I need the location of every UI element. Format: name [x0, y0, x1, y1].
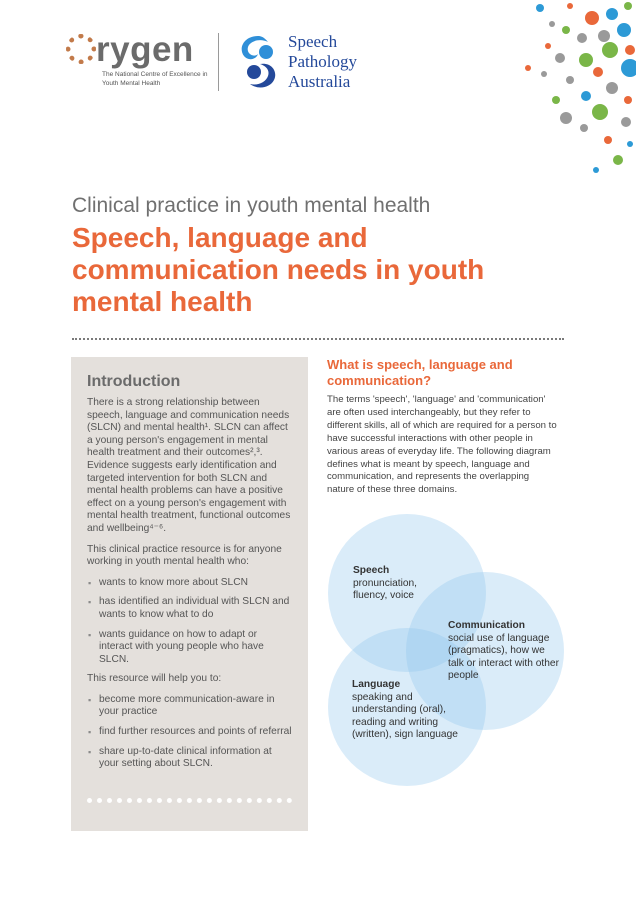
venn-description: pronunciation, fluency, voice — [353, 577, 418, 602]
venn-title: Speech — [353, 565, 390, 576]
list-item: ▪ find further resources and points of referral — [87, 726, 292, 739]
introduction-panel — [71, 357, 308, 831]
venn-label-language — [352, 679, 472, 742]
introduction-heading: Introduction — [87, 373, 181, 390]
introduction-paragraph: This clinical practice resource is for anyone working in youth mental health who: — [87, 543, 282, 568]
spa-swirl-icon — [236, 32, 280, 90]
header-divider — [218, 33, 219, 91]
introduction-paragraph: This resource will help you to: — [87, 673, 222, 685]
venn-description: speaking and understanding (oral), reading and writing (written), sign language — [352, 691, 458, 741]
list-item: ▪ wants to know more about SLCN — [87, 577, 292, 590]
venn-label-speech — [353, 565, 443, 603]
venn-label-communication — [448, 620, 560, 683]
spa-name-line: Australia — [288, 72, 351, 91]
orygen-o-icon — [66, 34, 96, 64]
orygen-wordmark — [66, 30, 194, 70]
venn-title: Language — [352, 679, 401, 690]
section-heading: What is speech, language and communication? — [327, 357, 513, 388]
spa-name-line: Pathology — [288, 52, 357, 71]
orygen-logo — [66, 28, 206, 92]
introduction-paragraph: There is a strong relationship between speech, language and communication needs (SLCN) and mental health¹. SLCN can affect a young person's engagement in mental health treatment and their outcomes²,³. Evidence suggests early identification and targeted intervention for both SLCN and mental health problems can have a positive effect on a young person's engagement with mental health treatment, functional outcomes and wellbeing⁴⁻⁶. — [87, 397, 291, 534]
title-dotted-rule — [72, 338, 564, 340]
list-item: ▪ become more communication-aware in your practice — [87, 694, 292, 719]
list-item: ▪ has identified an individual with SLCN and wants to know what to do — [87, 596, 292, 621]
list-item: ▪ wants guidance on how to adapt or interact with young people who have SLCN. — [87, 629, 292, 667]
audience-list — [87, 577, 292, 667]
speech-pathology-australia-logo — [236, 32, 386, 92]
page-title: Speech, language and communication needs in youth mental health — [72, 222, 485, 317]
orygen-tagline: The National Centre of Excellence in Youth Mental Health — [102, 71, 208, 87]
spa-name-line: Speech — [288, 32, 338, 51]
orygen-wordmark-text: rygen — [96, 30, 194, 69]
benefits-list — [87, 694, 292, 771]
section-body: The terms 'speech', 'language' and 'communication' are often used interchangeably, but they refer to different skills, all of which are required for a person to have successful interactions with other people in various areas of everyday life. The following diagram defines what is meant by speech, language and communication, and represents the overlapping nature of these three domains. — [327, 394, 557, 496]
page-subtitle: Clinical practice in youth mental health — [72, 194, 431, 217]
decorative-dots — [500, 0, 636, 180]
venn-title: Communication — [448, 620, 525, 631]
list-item: ▪ share up-to-date clinical information at your setting about SLCN. — [87, 746, 292, 771]
spa-name — [288, 32, 357, 92]
panel-dotted-rule — [87, 798, 292, 803]
venn-description: social use of language (pragmatics), how we talk or interact with other people — [448, 632, 559, 682]
